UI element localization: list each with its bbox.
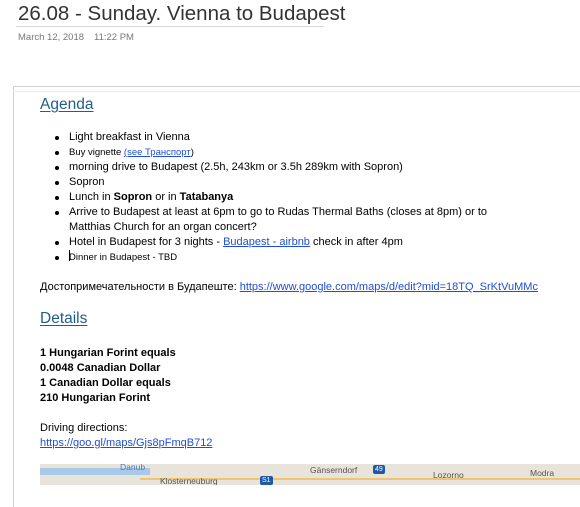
bold-text: Sopron bbox=[113, 191, 153, 203]
map-label: Danub bbox=[120, 464, 146, 472]
list-item bbox=[55, 205, 565, 235]
agenda-list bbox=[55, 130, 565, 265]
agenda-heading: Agenda bbox=[40, 96, 94, 113]
map-label: Modra bbox=[530, 468, 555, 478]
list-item bbox=[55, 145, 565, 160]
list-item-text: Dinner in Budapest - TBD bbox=[69, 252, 178, 263]
currency-line: 0.0048 Canadian Dollar bbox=[40, 362, 161, 374]
sights-map-link[interactable]: https://www.google.com/maps/d/edit?mid=18TQ_SrKtVuMMc bbox=[239, 281, 538, 293]
title-divider bbox=[16, 26, 324, 27]
driving-block bbox=[40, 421, 212, 451]
transport-link[interactable]: (see Транспорт bbox=[123, 147, 191, 158]
page-metadata bbox=[18, 32, 134, 43]
list-item-text: Lunch in bbox=[69, 191, 114, 203]
map-label: Klosterneuburg bbox=[160, 476, 218, 485]
bold-text: Tatabanya bbox=[179, 191, 234, 203]
list-item-text: ) bbox=[190, 147, 194, 158]
details-heading: Details bbox=[40, 310, 88, 327]
list-item-text: Matthias Church for an organ concert? bbox=[69, 221, 257, 233]
list-item[interactable] bbox=[55, 250, 565, 265]
list-item-text: or in bbox=[152, 191, 180, 203]
page-title: 26.08 - Sunday. Vienna to Budapest bbox=[18, 2, 346, 25]
list-item bbox=[55, 190, 565, 205]
page-date: March 12, 2018 bbox=[18, 32, 85, 43]
map-road-shield: 49 bbox=[375, 466, 383, 473]
list-item-text: Sopron bbox=[69, 176, 105, 188]
sights-line bbox=[40, 281, 538, 293]
list-item bbox=[55, 160, 565, 175]
map-road-shield: S1 bbox=[262, 477, 271, 484]
list-item-text: check in after 4pm bbox=[309, 236, 403, 248]
currency-line: 1 Hungarian Forint equals bbox=[40, 347, 176, 359]
list-item-text: Light breakfast in Vienna bbox=[69, 131, 190, 143]
currency-line: 210 Hungarian Forint bbox=[40, 392, 151, 404]
note-container-shadow bbox=[13, 91, 580, 92]
page-time: 11:22 PM bbox=[94, 32, 134, 43]
currency-line: 1 Canadian Dollar equals bbox=[40, 377, 171, 389]
airbnb-link[interactable]: Budapest - airbnb bbox=[223, 236, 310, 248]
list-item-text: Arrive to Budapest at least at 6pm to go to Rudas Thermal Baths (closes at 8pm) or to bbox=[69, 206, 487, 218]
driving-directions-link[interactable]: https://goo.gl/maps/Gjs8pFmqB712 bbox=[40, 437, 213, 449]
map-image[interactable] bbox=[40, 464, 580, 485]
list-item bbox=[55, 130, 565, 145]
list-item-text: morning drive to Budapest (2.5h, 243km or 3.5h 289km with Sopron) bbox=[69, 161, 403, 173]
list-item bbox=[55, 175, 565, 190]
map-label: Gänserndorf bbox=[310, 465, 358, 475]
currency-block bbox=[40, 346, 176, 406]
sights-label: Достопримечательности в Будапеште: bbox=[40, 281, 240, 293]
driving-label: Driving directions: bbox=[40, 422, 128, 434]
list-item-text: Buy vignette bbox=[69, 147, 124, 158]
list-item bbox=[55, 235, 565, 250]
list-item-text: Hotel in Budapest for 3 nights - bbox=[69, 236, 224, 248]
map-label: Lozorno bbox=[433, 470, 464, 480]
